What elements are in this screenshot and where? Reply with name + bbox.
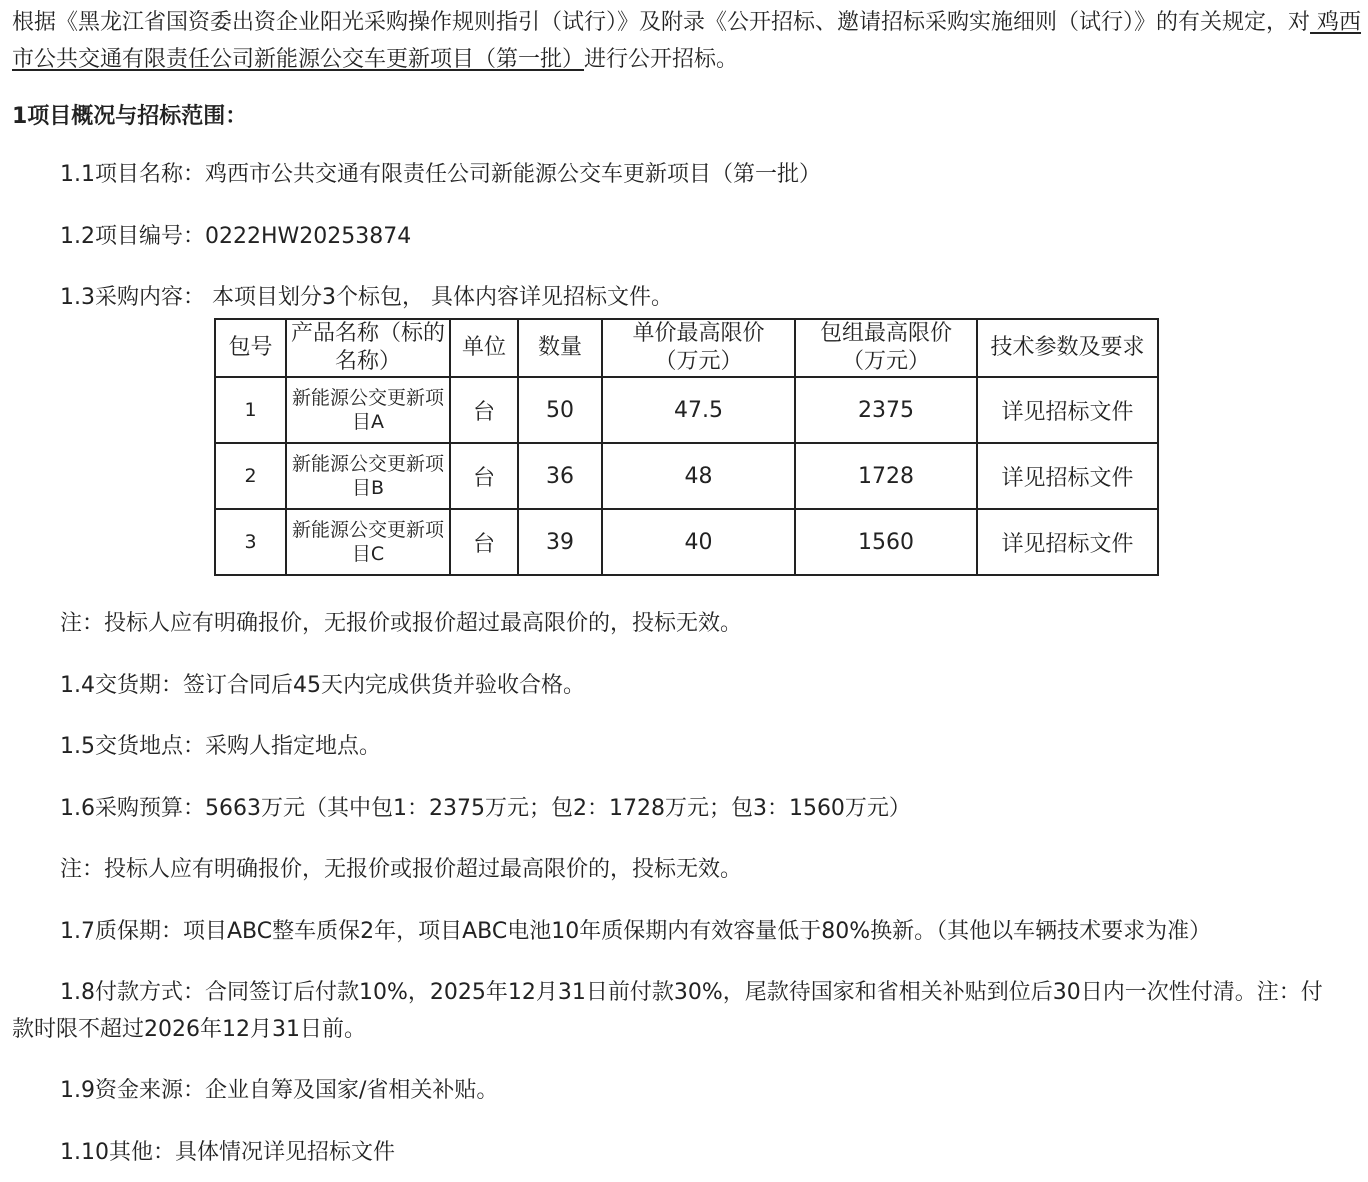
cell-unit: 台	[450, 509, 518, 575]
item-1-3-procurement-content: 1.3采购内容： 本项目划分3个标包， 具体内容详见招标文件。	[60, 285, 673, 310]
cell-quantity: 36	[518, 443, 602, 509]
cell-unit: 台	[450, 443, 518, 509]
header-product-name: 产品名称（标的名称）	[286, 319, 450, 377]
header-lot-max-price: 包组最高限价（万元）	[795, 319, 977, 377]
item-1-6-budget: 1.6采购预算：5663万元（其中包1：2375万元；包2：1728万元；包3：1560万元）	[60, 796, 911, 821]
cell-lot: 3	[215, 509, 286, 575]
header-unit-max-price: 单价最高限价（万元）	[602, 319, 795, 377]
item-1-9-funding-source: 1.9资金来源：企业自筹及国家/省相关补贴。	[60, 1078, 499, 1103]
header-lot-number: 包号	[215, 319, 286, 377]
intro-prefix: 根据《黑龙江省国资委出资企业阳光采购操作规则指引（试行）》及附录《公开招标、邀请招标采购实施细则（试行）》的有关规定，对	[12, 10, 1311, 35]
cell-product: 新能源公交更新项目C	[286, 509, 450, 575]
table-row	[215, 377, 1158, 443]
cell-lot-price: 1560	[795, 509, 977, 575]
header-tech-requirements: 技术参数及要求	[977, 319, 1158, 377]
item-1-8-payment-terms: 1.8付款方式：合同签订后付款10%，2025年12月31日前付款30%，尾款待国家和省相关补贴到位后30日内一次性付清。注：付款时限不超过2026年12月31日前。	[12, 980, 1323, 1042]
item-1-7-warranty: 1.7质保期：项目ABC整车质保2年，项目ABC电池10年质保期内有效容量低于80%换新。（其他以车辆技术要求为准）	[60, 919, 1212, 944]
cell-unit-price: 47.5	[602, 377, 795, 443]
project-name-underlined: 鸡西市公共交通有限责任公司新能源公交车更新项目（第一批）	[12, 10, 1362, 72]
item-1-4-delivery-period: 1.4交货期：签订合同后45天内完成供货并验收合格。	[60, 673, 585, 698]
cell-lot: 2	[215, 443, 286, 509]
cell-tech: 详见招标文件	[977, 443, 1158, 509]
table-row	[215, 443, 1158, 509]
note-bid-validity: 注：投标人应有明确报价，无报价或报价超过最高限价的，投标无效。	[60, 611, 743, 636]
intro-suffix: 进行公开招标。	[584, 47, 739, 72]
item-1-1-project-name: 1.1项目名称：鸡西市公共交通有限责任公司新能源公交车更新项目（第一批）	[60, 162, 821, 187]
cell-unit: 台	[450, 377, 518, 443]
cell-quantity: 39	[518, 509, 602, 575]
header-unit: 单位	[450, 319, 518, 377]
cell-product: 新能源公交更新项目A	[286, 377, 450, 443]
cell-lot-price: 2375	[795, 377, 977, 443]
note-bid-validity-2: 注：投标人应有明确报价，无报价或报价超过最高限价的，投标无效。	[60, 857, 743, 882]
table-row	[215, 509, 1158, 575]
cell-unit-price: 40	[602, 509, 795, 575]
item-1-10-other: 1.10其他：具体情况详见招标文件	[60, 1140, 395, 1165]
item-1-2-project-number: 1.2项目编号：0222HW20253874	[60, 224, 412, 249]
intro-paragraph	[12, 4, 1364, 78]
section-title: 1项目概况与招标范围：	[12, 104, 248, 129]
cell-product: 新能源公交更新项目B	[286, 443, 450, 509]
cell-quantity: 50	[518, 377, 602, 443]
lots-table	[214, 318, 1159, 576]
cell-tech: 详见招标文件	[977, 377, 1158, 443]
item-1-5-delivery-location: 1.5交货地点：采购人指定地点。	[60, 734, 381, 759]
cell-lot: 1	[215, 377, 286, 443]
table-header-row	[215, 319, 1158, 377]
cell-lot-price: 1728	[795, 443, 977, 509]
header-quantity: 数量	[518, 319, 602, 377]
cell-unit-price: 48	[602, 443, 795, 509]
cell-tech: 详见招标文件	[977, 509, 1158, 575]
